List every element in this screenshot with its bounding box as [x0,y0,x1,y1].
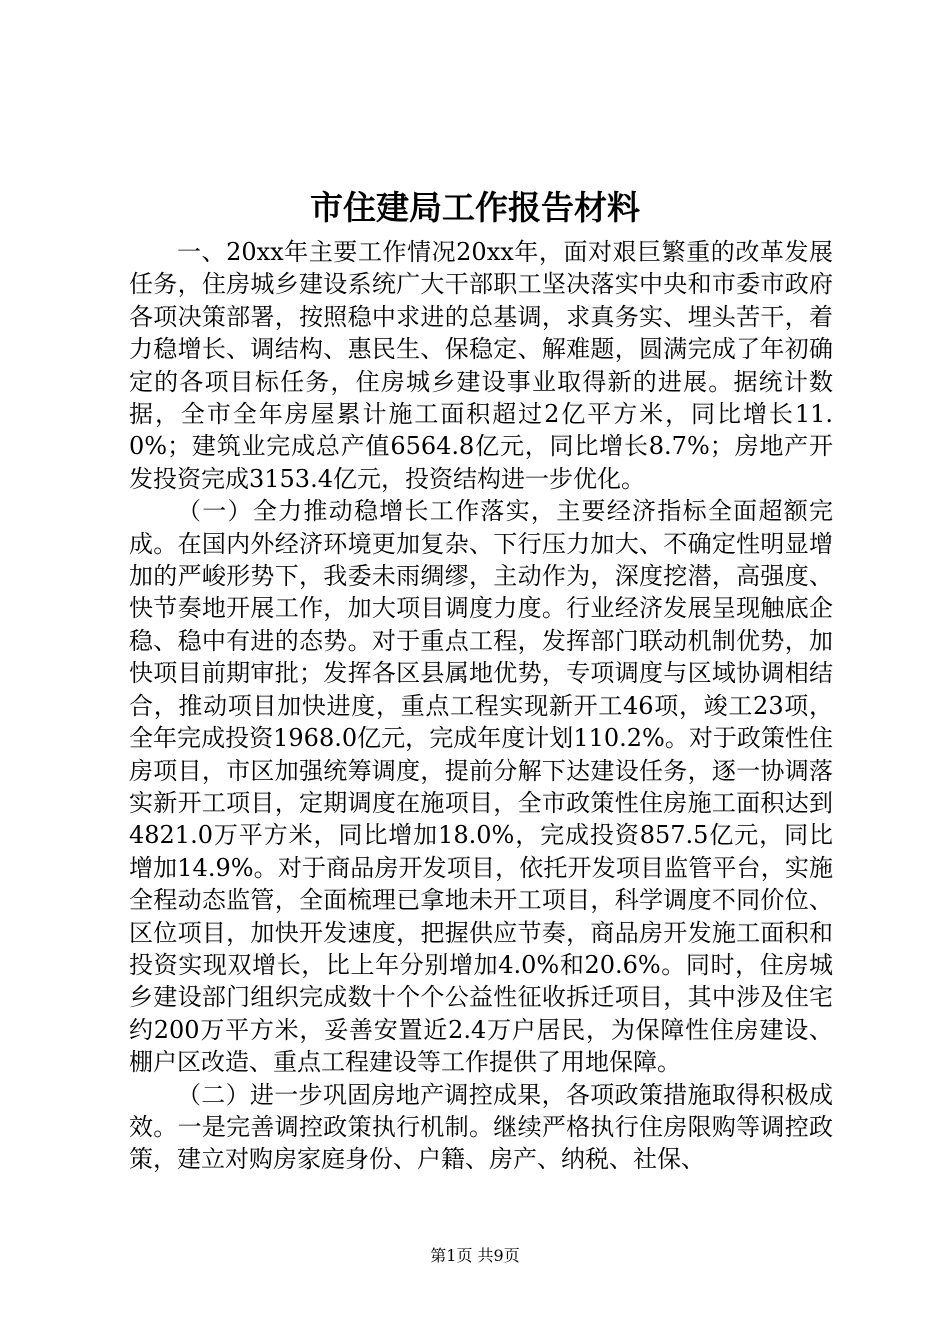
page-number-footer: 第1页 共9页 [430,1246,520,1265]
paragraph-1: 一、20xx年主要工作情况20xx年，面对艰巨繁重的改革发展任务，住房城乡建设系统广大干部职工坚决落实中央和市委市政府各项决策部署，按照稳中求进的总基调，求真务实、埋头苦干，着力稳增长、调结构、惠民生、保稳定、解难题，圆满完成了年初确定的各项目标任务，住房城乡建设事业取得新的进展。据统计数据，全市全年房屋累计施工面积超过2亿平方米，同比增长11.0%；建筑业完成总产值6564.8亿元，同比增长8.7%；房地产开发投资完成3153.4亿元，投资结构进一步优化。 [129,238,833,493]
document-title: 市住建局工作报告材料 [310,188,640,227]
document-body [129,236,833,1176]
paragraph-2: （一）全力推动稳增长工作落实，主要经济指标全面超额完成。在国内外经济环境更加复杂、下行压力加大、不确定性明显增加的严峻形势下，我委未雨绸缪，主动作为，深度挖潜，高强度、快节奏地开展工作，加大项目调度力度。行业经济发展呈现触底企稳、稳中有进的态势。对于重点工程，发挥部门联动机制优势，加快项目前期审批；发挥各区县属地优势，专项调度与区域协调相结合，推动项目加快进度，重点工程实现新开工46项，竣工23项，全年完成投资1968.0亿元，完成年度计划110.2%。对于政策性住房项目，市区加强统筹调度，提前分解下达建设任务，逐一协调落实新开工项目，定期调度在施项目，全市政策性住房施工面积达到4821.0万平方米，同比增加18.0%，完成投资857.5亿元，同比增加14.9%。对于商品房开发项目，依托开发项目监管平台，实施全程动态监管，全面梳理已拿地未开工项目，科学调度不同价位、区位项目，加快开发速度，把握供应节奏，商品房开发施工面积和投资实现双增长，比上年分别增加4.0%和20.6%。同时，住房城乡建设部门组织完成数十个个公益性征收拆迁项目，其中涉及住宅约200万平方米，妥善安置近2.4万户居民，为保障性住房建设、棚户区改造、重点工程建设等工作提供了用地保障。 [129,497,833,1077]
paragraph-3: （二）进一步巩固房地产调控成果，各项政策措施取得积极成效。一是完善调控政策执行机制。继续严格执行住房限购等调控政策，建立对购房家庭身份、户籍、房产、纳税、社保、 [129,1080,833,1174]
